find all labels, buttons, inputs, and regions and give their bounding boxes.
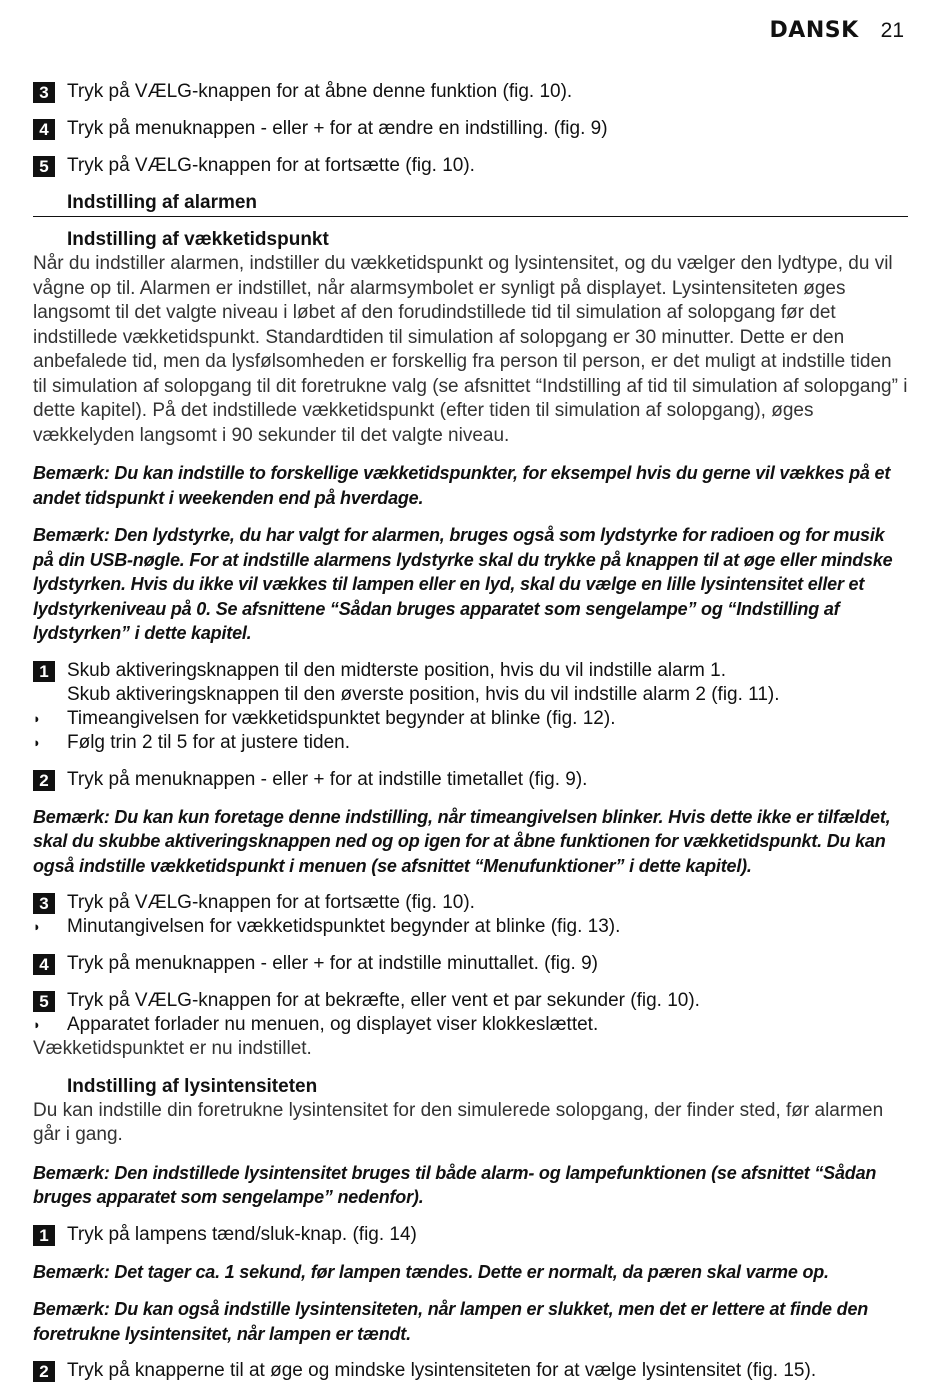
- step-number: 5: [33, 991, 55, 1012]
- step-3-open: [33, 80, 908, 104]
- section-heading-alarm: Indstilling af alarmen: [33, 191, 908, 217]
- step-text: Tryk på VÆLG-knappen for at fortsætte (fig. 10).: [67, 892, 475, 913]
- bullet-icon: ◗: [33, 1017, 41, 1032]
- step-number: 3: [33, 82, 55, 103]
- bullet-text: Følg trin 2 til 5 for at justere tiden.: [67, 731, 351, 753]
- result-bullet: [33, 1013, 908, 1037]
- step-number: 5: [33, 156, 55, 177]
- note-hour-blinking: Bemærk: Du kan kun foretage denne indstilling, når timeangivelsen blinker. Hvis dette ikke er tilfældet, skal du skubbe aktiveringsknappen ned og op igen for at åbne funktionen for vækketidspunkt. Du kan også indstille vækketidspunkt i menuen (se afsnittet “Menufunktioner” i dette kapitel).: [33, 806, 891, 876]
- result-bullet: [33, 915, 908, 939]
- step-number: 3: [33, 893, 55, 914]
- paragraph-wake-set: Vækketidspunktet er nu indstillet.: [33, 1038, 312, 1059]
- wake-step-4: [33, 952, 908, 976]
- step-number: 4: [33, 119, 55, 140]
- step-5-continue: [33, 154, 908, 178]
- step-text: Tryk på menuknappen - eller + for at ændre en indstilling. (fig. 9): [67, 118, 608, 139]
- light-step-1: [33, 1223, 908, 1247]
- step-text: Tryk på knapperne til at øge og mindske lysintensiteten for at vælge lysintensitet (fig. 15).: [67, 1360, 817, 1381]
- note-lamp-warmup: Bemærk: Det tager ca. 1 sekund, før lampen tændes. Dette er normalt, da pæren skal varme op.: [33, 1261, 829, 1282]
- paragraph-wake-time: Når du indstiller alarmen, indstiller du vækketidspunkt og lysintensitet, og du vælger den lydtype, du vil vågne op til. Alarmen er indstillet, når alarmsymbolet er synligt på displayet. Lysintensiteten øges langsomt til det valgte niveau i løbet af den forudindstillede tid til simulation af solopgang før det indstillede vækketidspunkt. Standardtiden til simulation af solopgang er 30 minutter. Dette er den anbefalede tid, men da lysfølsomheden er forskellig fra person til person, er det muligt at indstille tiden til simulation af solopgang til dit foretrukne valg (se afsnittet “Indstilling af tid til simulation af solopgang” i dette kapitel). På det indstillede vækketidspunkt (efter tiden til simulation af solopgang), øges vækkelyden langsomt i 90 sekunder til det valgte niveau.: [33, 253, 908, 446]
- step-text: Tryk på menuknappen - eller + for at indstille timetallet (fig. 9).: [67, 768, 588, 790]
- language-label: DANSK: [769, 18, 859, 43]
- step-4-change: [33, 117, 908, 141]
- step-number: 1: [33, 661, 55, 682]
- step-continuation: Skub aktiveringsknappen til den øverste position, hvis du vil indstille alarm 2 (fig. 11).: [67, 683, 780, 705]
- step-number: 2: [33, 1361, 55, 1382]
- note-light-shared: Bemærk: Den indstillede lysintensitet bruges til både alarm- og lampefunktionen (se afsnittet “Sådan bruges apparatet som sengelampe” nedenfor).: [33, 1162, 877, 1207]
- step-text: Tryk på VÆLG-knappen for at bekræfte, eller vent et par sekunder (fig. 10).: [67, 990, 700, 1011]
- wake-step-2: [33, 768, 908, 792]
- step-text: Tryk på VÆLG-knappen for at åbne denne funktion (fig. 10).: [67, 81, 573, 102]
- wake-step-5: [33, 989, 908, 1013]
- step-number: 2: [33, 770, 55, 791]
- note-lamp-off: Bemærk: Du kan også indstille lysintensiteten, når lampen er slukket, men det er lettere at finde den foretrukne lysintensitet, når lampen er tændt.: [33, 1299, 869, 1344]
- bullet-icon: ◗: [33, 734, 41, 750]
- light-step-2: [33, 1359, 908, 1383]
- bullet-text: Timeangivelsen for vækketidspunktet begynder at blinke (fig. 12).: [67, 707, 616, 729]
- bullet-icon: ◗: [33, 710, 41, 726]
- step-number: 1: [33, 1225, 55, 1246]
- step-text: Tryk på lampens tænd/sluk-knap. (fig. 14): [67, 1223, 417, 1245]
- note-two-wake-times: Bemærk: Du kan indstille to forskellige vækketidspunkter, for eksempel hvis du gerne vil vækkes på et andet tidspunkt i weekenden end på hverdage.: [33, 463, 891, 508]
- step-text: Skub aktiveringsknappen til den midterste position, hvis du vil indstille alarm 1.: [67, 659, 726, 681]
- result-bullet: [33, 731, 908, 755]
- step-text: Tryk på VÆLG-knappen for at fortsætte (fig. 10).: [67, 155, 475, 176]
- page-number: 21: [880, 19, 904, 42]
- note-alarm-volume: Bemærk: Den lydstyrke, du har valgt for alarmen, bruges også som lydstyrke for radioen og for musik på din USB-nøgle. For at indstille alarmens lydstyrke skal du trykke på knappen til at øge eller mindske lydstyrken. Hvis du ikke vil vækkes til lampen eller en lyd, skal du vælge en lille lysintensitet eller et lydstyrkeniveau på 0. Se afsnittene “Sådan bruges apparatet som sengelampe” og “Indstilling af lydstyrken” i dette kapitel.: [33, 525, 893, 643]
- wake-step-3: [33, 891, 908, 915]
- bullet-text: Minutangivelsen for vækketidspunktet begynder at blinke (fig. 13).: [67, 916, 621, 937]
- page-content: [33, 80, 908, 1383]
- bullet-icon: ◗: [33, 919, 41, 934]
- bullet-text: Apparatet forlader nu menuen, og displayet viser klokkeslættet.: [67, 1014, 599, 1035]
- page-header: [770, 18, 904, 43]
- subsection-heading-light-intensity: Indstilling af lysintensiteten: [67, 1075, 318, 1097]
- step-number: 4: [33, 954, 55, 975]
- subsection-heading-wake-time: Indstilling af vækketidspunkt: [67, 229, 329, 250]
- wake-step-1: [33, 659, 908, 683]
- step-text: Tryk på menuknappen - eller + for at indstille minuttallet. (fig. 9): [67, 953, 599, 974]
- paragraph-light-intensity: Du kan indstille din foretrukne lysintensitet for den simulerede solopgang, der finder sted, før alarmen går i gang.: [33, 1099, 884, 1145]
- result-bullet: [33, 707, 908, 731]
